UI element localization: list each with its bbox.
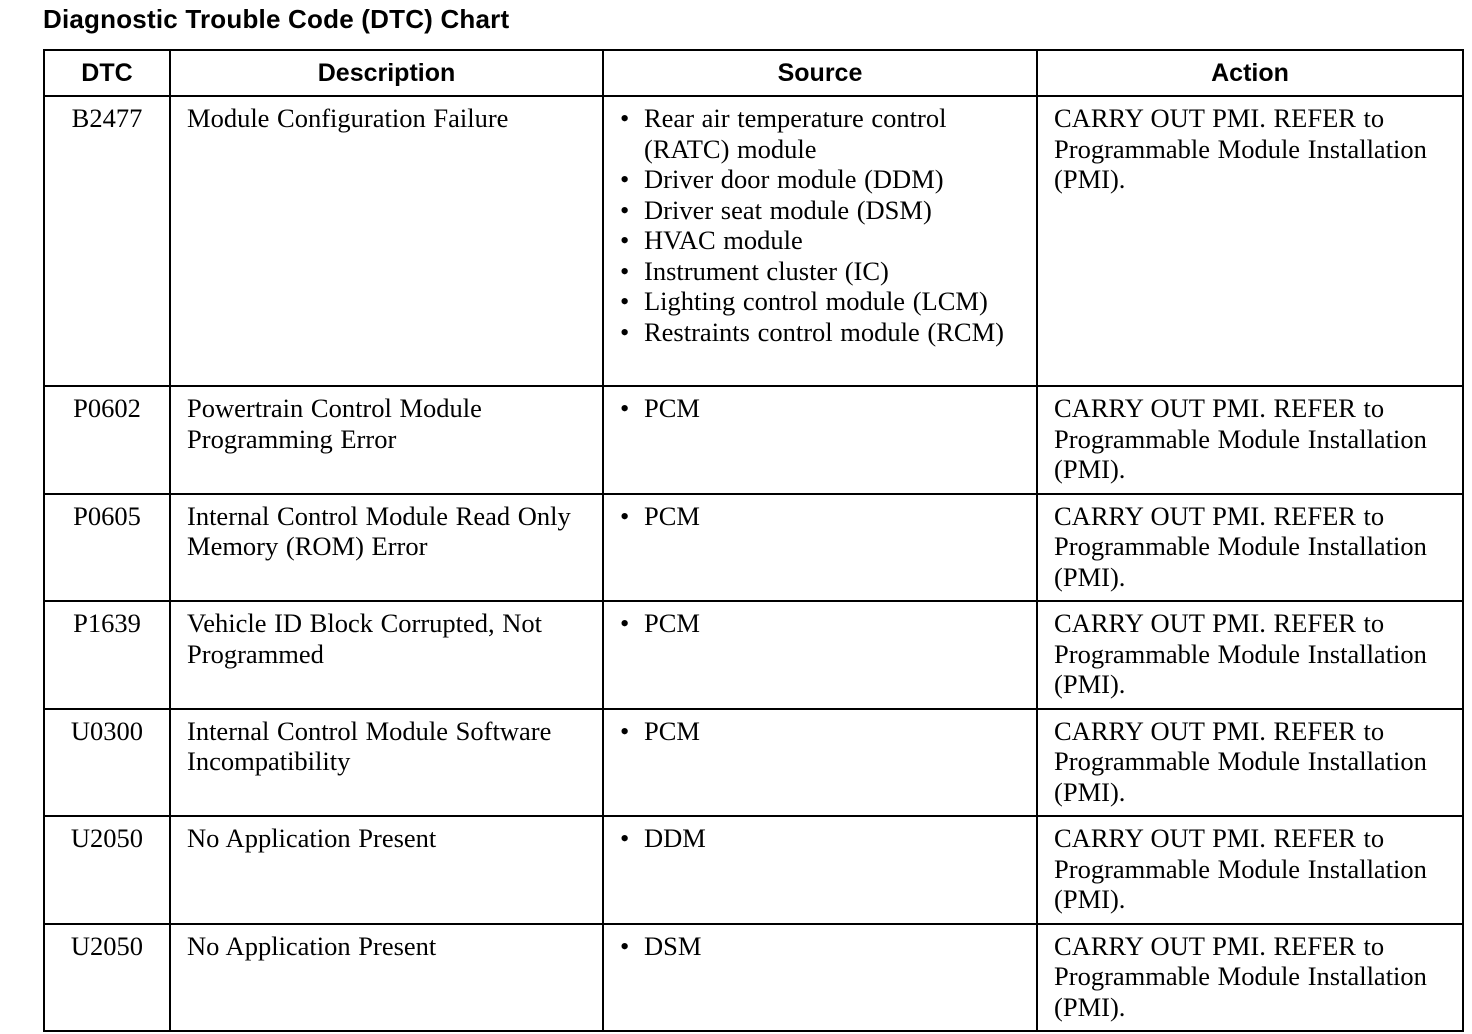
source-list-item (620, 716, 1028, 747)
action-cell: CARRY OUT PMI. REFER to Programmable Module Installation (PMI). (1037, 601, 1463, 709)
table-body (44, 96, 1463, 1031)
description-cell: No Application Present (170, 816, 603, 924)
bullet-icon: • (620, 715, 630, 746)
description-cell: No Application Present (170, 924, 603, 1032)
table-row (44, 494, 1463, 602)
source-list (620, 608, 1028, 639)
dtc-code-cell: B2477 (44, 96, 170, 386)
source-cell (603, 924, 1037, 1032)
source-label: Restraints control module (RCM) (644, 316, 1004, 347)
bullet-icon: • (620, 225, 630, 255)
dtc-code-cell: U0300 (44, 709, 170, 817)
table-row (44, 386, 1463, 494)
table-row (44, 816, 1463, 924)
source-list (620, 823, 1028, 854)
table-row (44, 601, 1463, 709)
source-label: HVAC module (644, 225, 803, 255)
source-label: DDM (644, 823, 706, 853)
source-label: Lighting control module (LCM) (644, 286, 988, 316)
source-list (620, 103, 1028, 347)
source-list (620, 501, 1028, 532)
bullet-icon: • (620, 393, 630, 423)
source-label: PCM (644, 608, 700, 638)
source-list (620, 716, 1028, 747)
action-cell: CARRY OUT PMI. REFER to Programmable Module Installation (PMI). (1037, 96, 1463, 386)
source-list-item (620, 256, 1028, 287)
dtc-code-cell: U2050 (44, 924, 170, 1032)
source-label: PCM (644, 393, 700, 423)
description-cell: Internal Control Module Read Only Memory (ROM) Error (170, 494, 603, 602)
source-list (620, 931, 1028, 962)
bullet-icon: • (620, 255, 630, 286)
bullet-icon: • (620, 286, 630, 316)
source-list-item (620, 317, 1028, 348)
action-cell: CARRY OUT PMI. REFER to Programmable Module Installation (PMI). (1037, 924, 1463, 1032)
action-cell: CARRY OUT PMI. REFER to Programmable Module Installation (PMI). (1037, 386, 1463, 494)
source-cell (603, 816, 1037, 924)
source-list-item (620, 823, 1028, 854)
source-cell (603, 709, 1037, 817)
bullet-icon: • (620, 103, 630, 133)
source-list-item (620, 286, 1028, 317)
source-cell (603, 601, 1037, 709)
dtc-code-cell: P0602 (44, 386, 170, 494)
column-header-dtc: DTC (44, 50, 170, 96)
action-cell: CARRY OUT PMI. REFER to Programmable Module Installation (PMI). (1037, 494, 1463, 602)
bullet-icon: • (620, 500, 630, 531)
table-row (44, 709, 1463, 817)
header-row (44, 50, 1463, 96)
source-list-item (620, 393, 1028, 424)
source-cell (603, 96, 1037, 386)
table-row (44, 96, 1463, 386)
page-title: Diagnostic Trouble Code (DTC) Chart (43, 4, 510, 34)
source-list (620, 393, 1028, 424)
table-row (44, 924, 1463, 1032)
source-label: Driver seat module (DSM) (644, 194, 932, 225)
bullet-icon: • (620, 608, 630, 638)
dtc-code-cell: U2050 (44, 816, 170, 924)
source-list-item (620, 608, 1028, 639)
source-list-item (620, 103, 1028, 164)
source-list-item (620, 225, 1028, 256)
bullet-icon: • (620, 316, 630, 347)
source-cell (603, 494, 1037, 602)
source-label: PCM (644, 500, 700, 531)
description-cell: Powertrain Control Module Programming Error (170, 386, 603, 494)
source-label: Driver door module (DDM) (644, 164, 944, 194)
action-cell: CARRY OUT PMI. REFER to Programmable Module Installation (PMI). (1037, 709, 1463, 817)
bullet-icon: • (620, 164, 630, 194)
table-header (44, 50, 1463, 96)
description-cell: Internal Control Module Software Incompatibility (170, 709, 603, 817)
description-cell: Module Configuration Failure (170, 96, 603, 386)
source-list-item (620, 195, 1028, 226)
source-list-item (620, 501, 1028, 532)
bullet-icon: • (620, 930, 630, 961)
bullet-icon: • (620, 823, 630, 853)
source-label: Rear air temperature control (RATC) module (644, 103, 947, 164)
source-label: DSM (644, 930, 702, 961)
dtc-table (43, 49, 1464, 1032)
column-header-action: Action (1037, 50, 1463, 96)
column-header-description: Description (170, 50, 603, 96)
action-cell: CARRY OUT PMI. REFER to Programmable Module Installation (PMI). (1037, 816, 1463, 924)
dtc-code-cell: P0605 (44, 494, 170, 602)
column-header-source: Source (603, 50, 1037, 96)
bullet-icon: • (620, 194, 630, 225)
source-list-item (620, 164, 1028, 195)
source-label: PCM (644, 715, 700, 746)
dtc-code-cell: P1639 (44, 601, 170, 709)
source-list-item (620, 931, 1028, 962)
source-label: Instrument cluster (IC) (644, 255, 889, 286)
source-cell (603, 386, 1037, 494)
description-cell: Vehicle ID Block Corrupted, Not Programmed (170, 601, 603, 709)
